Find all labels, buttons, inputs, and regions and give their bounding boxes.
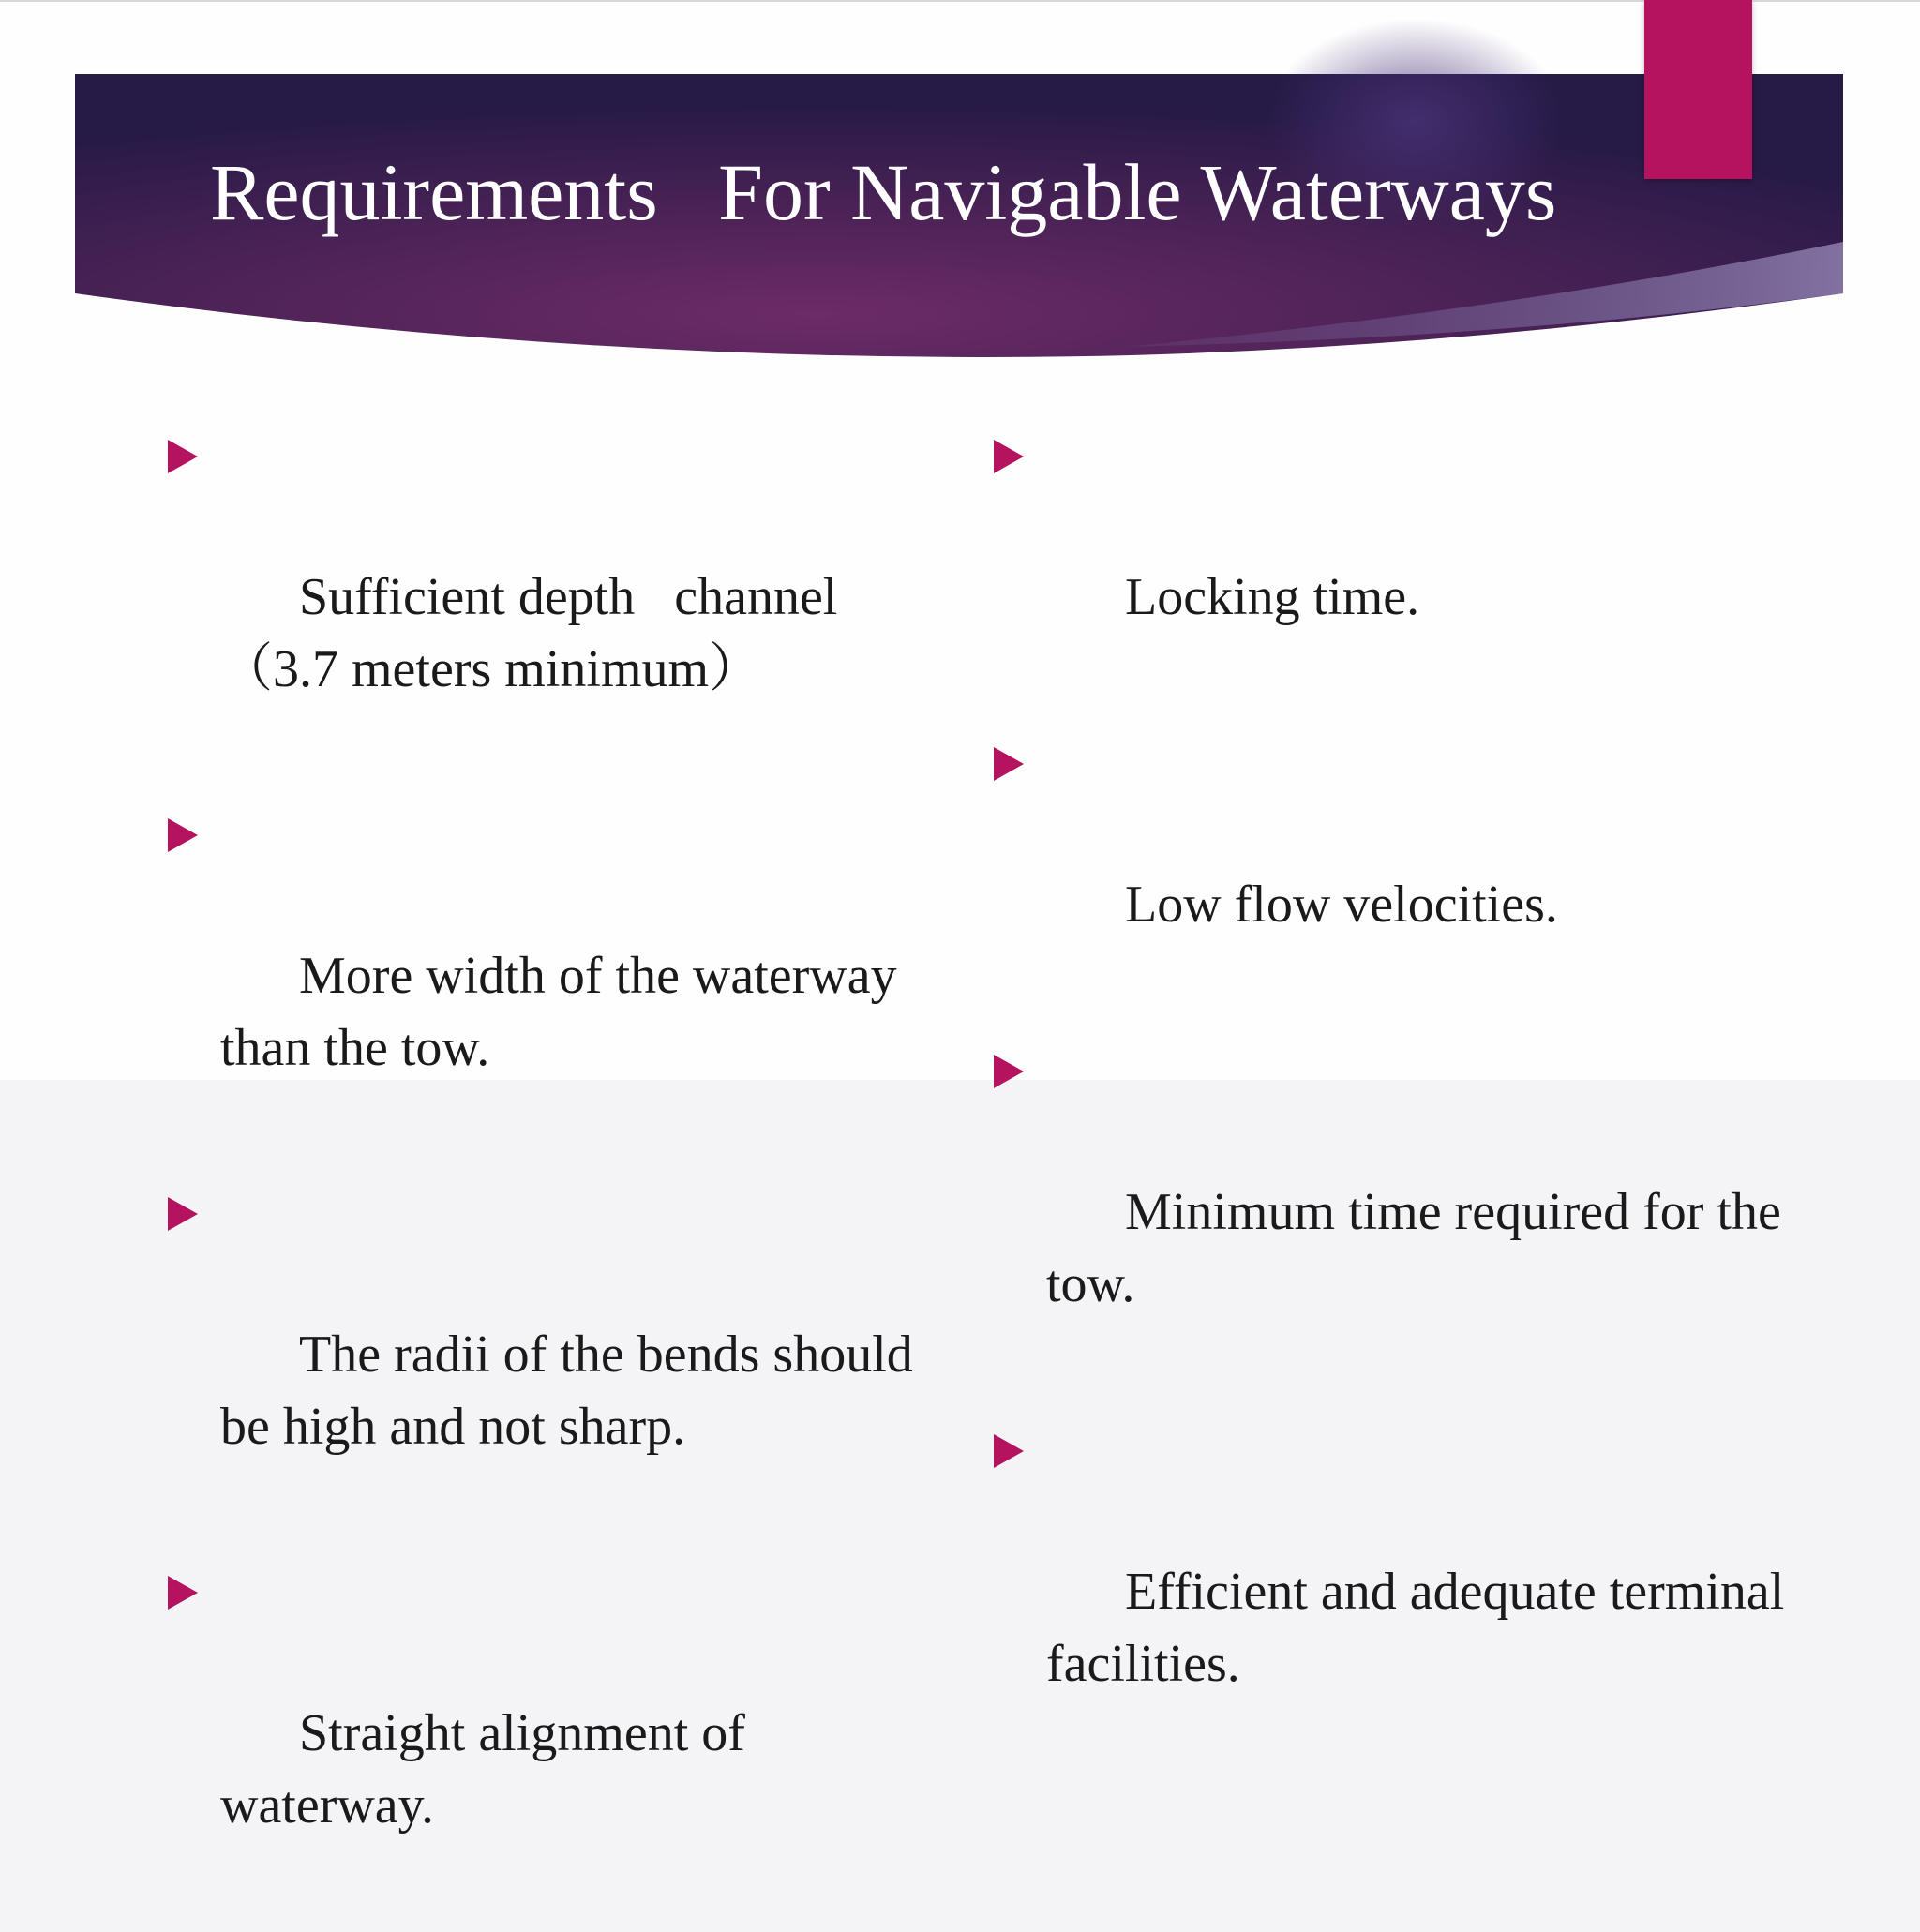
bullet-item bbox=[164, 1553, 952, 1914]
bullet-item bbox=[164, 417, 952, 778]
bullet-text: Straight alignment of waterway. bbox=[220, 1704, 758, 1835]
bullet-text: More width of the waterway than the tow. bbox=[220, 947, 910, 1077]
bullet-list-left bbox=[164, 417, 952, 1932]
bullet-list-right bbox=[990, 417, 1815, 1791]
triangle-bullet-icon bbox=[994, 1434, 1024, 1468]
triangle-bullet-icon bbox=[994, 747, 1024, 781]
bullet-item bbox=[990, 1032, 1815, 1393]
triangle-bullet-icon bbox=[168, 1197, 198, 1231]
bullet-item bbox=[164, 1175, 952, 1535]
bullet-text: Low flow velocities. bbox=[1125, 876, 1558, 934]
slide-title: Requirements For Navigable Waterways bbox=[210, 147, 1557, 237]
triangle-bullet-icon bbox=[168, 818, 198, 852]
bullet-text: Sufficient depth channel （3.7 meters minimum） bbox=[220, 568, 851, 698]
bullet-item bbox=[990, 1412, 1815, 1773]
triangle-bullet-icon bbox=[168, 1576, 198, 1610]
bullet-text: Locking time. bbox=[1125, 568, 1420, 626]
bullet-text: The radii of the bends should be high and not sharp. bbox=[220, 1325, 926, 1456]
bullet-text: Minimum time required for the tow. bbox=[1046, 1183, 1794, 1313]
bullet-item bbox=[990, 725, 1815, 1013]
triangle-bullet-icon bbox=[994, 1055, 1024, 1088]
bullet-item bbox=[164, 796, 952, 1157]
accent-tab bbox=[1644, 0, 1752, 179]
triangle-bullet-icon bbox=[168, 440, 198, 473]
triangle-bullet-icon bbox=[994, 440, 1024, 473]
bullet-item bbox=[990, 417, 1815, 706]
bullet-text: Efficient and adequate terminal facilities. bbox=[1046, 1563, 1798, 1693]
